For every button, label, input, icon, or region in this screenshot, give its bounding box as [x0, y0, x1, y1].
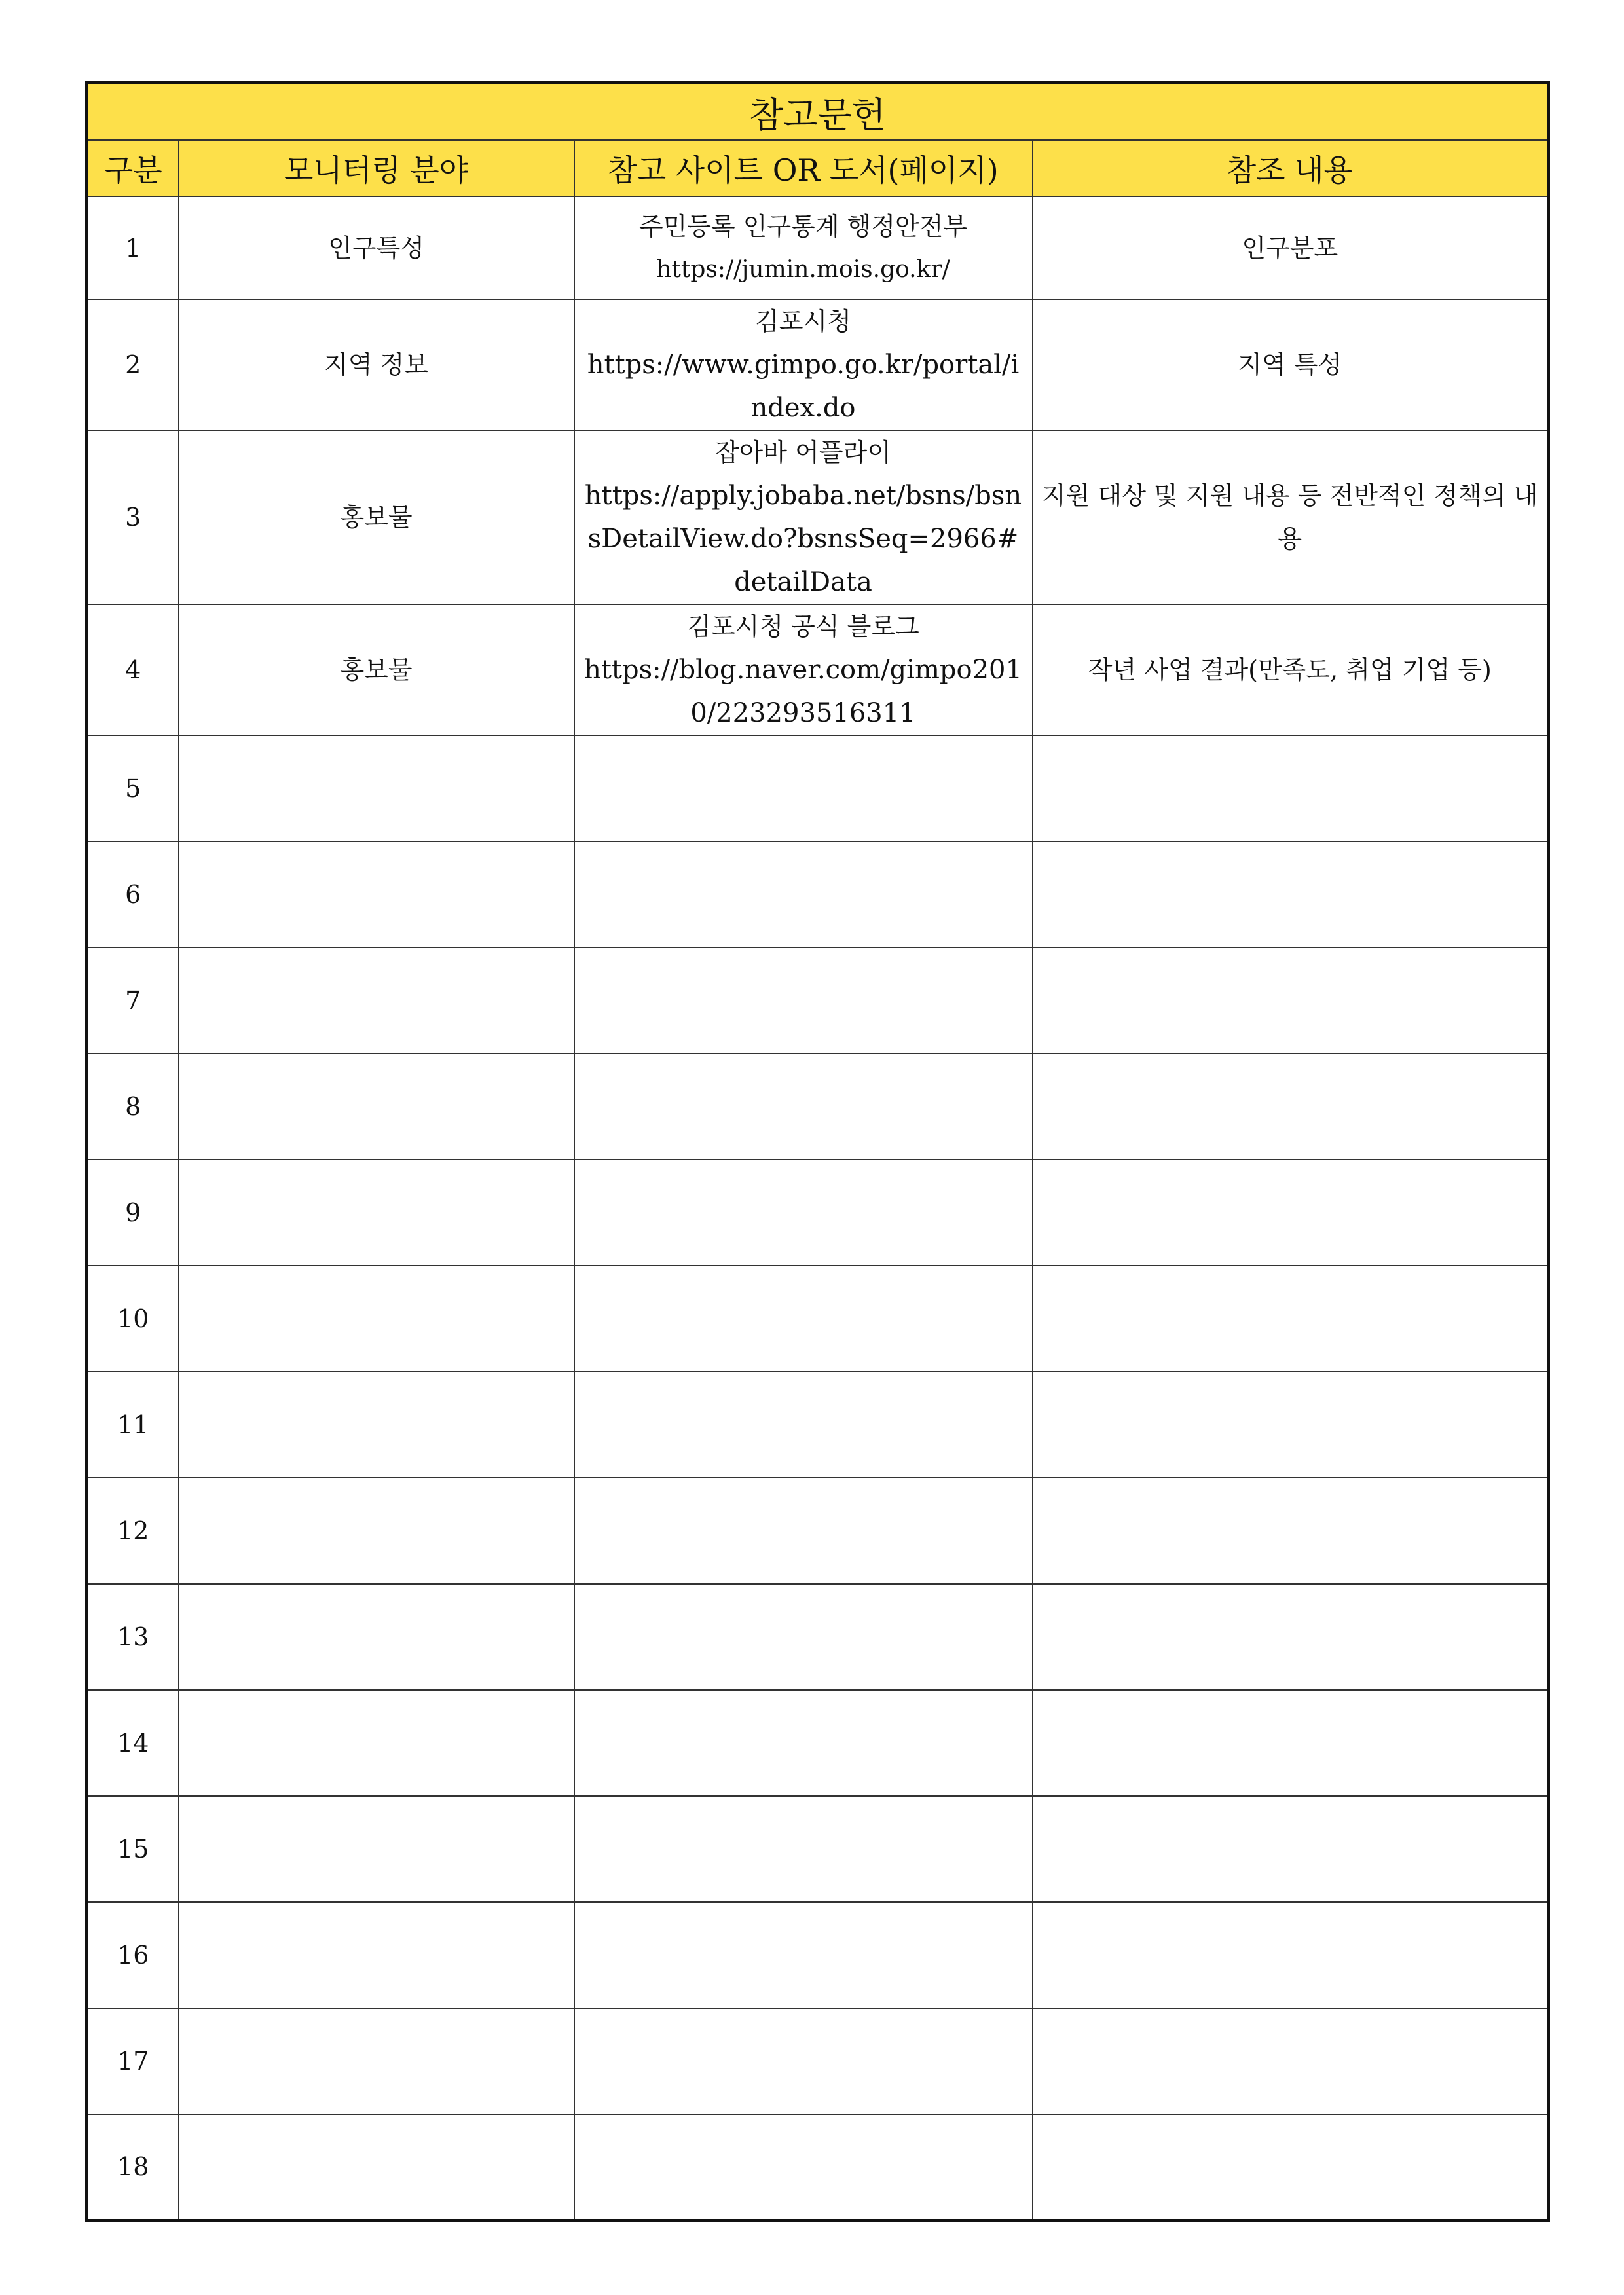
- row-number: 1: [87, 196, 179, 299]
- row-reference-content: [1033, 735, 1549, 841]
- row-monitoring-field: [179, 1372, 574, 1478]
- row-reference-source: [574, 841, 1033, 947]
- row-monitoring-field: [179, 1054, 574, 1160]
- row-reference-content: 작년 사업 결과(만족도, 취업 기업 등): [1033, 604, 1549, 735]
- row-reference-content: 인구분포: [1033, 196, 1549, 299]
- table-row: [87, 1160, 1549, 1266]
- row-number: 17: [87, 2008, 179, 2114]
- row-reference-source: [574, 1902, 1033, 2008]
- row-reference-content: [1033, 1372, 1549, 1478]
- row-number: 14: [87, 1690, 179, 1796]
- row-number: 4: [87, 604, 179, 735]
- source-name: 잡아바 어플라이: [714, 438, 892, 467]
- table-row: [87, 2114, 1549, 2220]
- table-row: [87, 1584, 1549, 1690]
- source-name: 주민등록 인구통계 행정안전부: [638, 211, 968, 241]
- source-url: https://apply.jobaba.net/bsns/bsnsDetailView.do?bsnsSeq=2966#detailData: [584, 481, 1022, 597]
- row-reference-source: [574, 1796, 1033, 1902]
- reference-table: [85, 81, 1550, 2222]
- row-monitoring-field: [179, 2008, 574, 2114]
- row-reference-content: [1033, 1478, 1549, 1584]
- row-reference-content: [1033, 1160, 1549, 1266]
- row-reference-source: [574, 1372, 1033, 1478]
- row-number: 16: [87, 1902, 179, 2008]
- row-number: 3: [87, 430, 179, 604]
- table-row: [87, 604, 1549, 735]
- row-reference-source: [574, 196, 1033, 299]
- source-name: 김포시청: [755, 307, 851, 336]
- row-reference-content: [1033, 2114, 1549, 2220]
- table-row: [87, 196, 1549, 299]
- row-monitoring-field: [179, 1690, 574, 1796]
- table-row: [87, 1372, 1549, 1478]
- row-monitoring-field: [179, 1478, 574, 1584]
- row-reference-content: [1033, 841, 1549, 947]
- row-number: 12: [87, 1478, 179, 1584]
- row-reference-content: [1033, 1584, 1549, 1690]
- table-title-row: [87, 83, 1549, 141]
- row-monitoring-field: [179, 947, 574, 1054]
- row-monitoring-field: 홍보물: [179, 604, 574, 735]
- table-row: [87, 1690, 1549, 1796]
- row-reference-content: [1033, 947, 1549, 1054]
- row-reference-source: [574, 1266, 1033, 1372]
- table-row: [87, 1054, 1549, 1160]
- source-url: https://jumin.mois.go.kr/: [656, 255, 950, 283]
- row-reference-content: 지역 특성: [1033, 299, 1549, 430]
- row-monitoring-field: [179, 1902, 574, 2008]
- row-reference-content: [1033, 1902, 1549, 2008]
- header-category: 구분: [87, 140, 179, 196]
- row-reference-source: [574, 735, 1033, 841]
- table-row: [87, 1266, 1549, 1372]
- row-reference-source: [574, 430, 1033, 604]
- row-number: 11: [87, 1372, 179, 1478]
- table-title: 참고문헌: [87, 83, 1549, 141]
- table-header-row: [87, 140, 1549, 196]
- source-url: https://blog.naver.com/gimpo2010/223293516311: [584, 655, 1022, 728]
- row-monitoring-field: [179, 1796, 574, 1902]
- row-number: 13: [87, 1584, 179, 1690]
- row-reference-content: [1033, 2008, 1549, 2114]
- row-monitoring-field: 지역 정보: [179, 299, 574, 430]
- row-reference-source: [574, 947, 1033, 1054]
- row-reference-source: [574, 2008, 1033, 2114]
- header-reference-content: 참조 내용: [1033, 140, 1549, 196]
- table-row: [87, 841, 1549, 947]
- row-number: 6: [87, 841, 179, 947]
- row-reference-content: [1033, 1266, 1549, 1372]
- table-row: [87, 947, 1549, 1054]
- row-reference-source: [574, 604, 1033, 735]
- row-number: 5: [87, 735, 179, 841]
- row-reference-source: [574, 299, 1033, 430]
- table-row: [87, 1478, 1549, 1584]
- row-reference-content: [1033, 1690, 1549, 1796]
- row-reference-content: [1033, 1054, 1549, 1160]
- table-row: [87, 1796, 1549, 1902]
- row-monitoring-field: [179, 1160, 574, 1266]
- row-monitoring-field: [179, 1266, 574, 1372]
- row-monitoring-field: [179, 841, 574, 947]
- row-monitoring-field: [179, 735, 574, 841]
- row-reference-source: [574, 1690, 1033, 1796]
- table-row: [87, 299, 1549, 430]
- header-reference-source: 참고 사이트 OR 도서(페이지): [574, 140, 1033, 196]
- table-row: [87, 735, 1549, 841]
- row-number: 15: [87, 1796, 179, 1902]
- table-row: [87, 2008, 1549, 2114]
- row-number: 7: [87, 947, 179, 1054]
- row-monitoring-field: 홍보물: [179, 430, 574, 604]
- row-number: 9: [87, 1160, 179, 1266]
- row-reference-source: [574, 1054, 1033, 1160]
- header-monitoring-field: 모니터링 분야: [179, 140, 574, 196]
- row-number: 18: [87, 2114, 179, 2220]
- row-reference-source: [574, 2114, 1033, 2220]
- source-name: 김포시청 공식 블로그: [687, 612, 919, 641]
- row-reference-content: 지원 대상 및 지원 내용 등 전반적인 정책의 내용: [1033, 430, 1549, 604]
- row-number: 8: [87, 1054, 179, 1160]
- row-monitoring-field: [179, 2114, 574, 2220]
- row-reference-source: [574, 1584, 1033, 1690]
- source-url: https://www.gimpo.go.kr/portal/index.do: [587, 350, 1020, 423]
- row-monitoring-field: 인구특성: [179, 196, 574, 299]
- row-number: 10: [87, 1266, 179, 1372]
- row-reference-content: [1033, 1796, 1549, 1902]
- row-reference-source: [574, 1478, 1033, 1584]
- table-row: [87, 1902, 1549, 2008]
- row-monitoring-field: [179, 1584, 574, 1690]
- row-number: 2: [87, 299, 179, 430]
- table-row: [87, 430, 1549, 604]
- row-reference-source: [574, 1160, 1033, 1266]
